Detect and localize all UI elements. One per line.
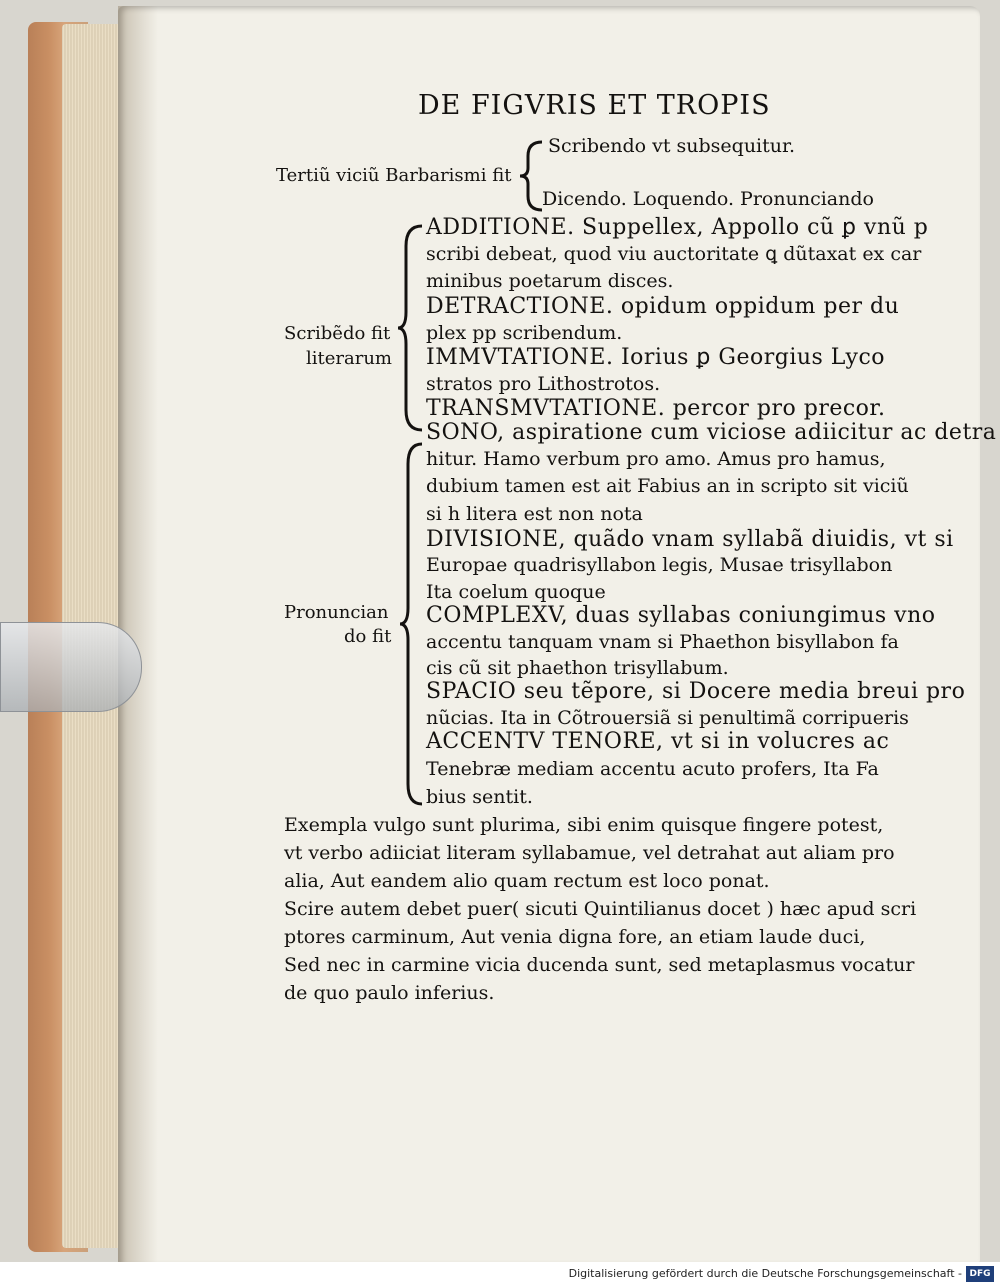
pronunciando-line: ACCENTV TENORE, vt si in volucres ac: [426, 729, 890, 754]
pronunciando-line: si h litera est non nota: [426, 503, 643, 525]
pronunciando-line: hitur. Hamo verbum pro amo. Amus pro hamus,: [426, 448, 886, 470]
pronunciando-line: Ita coelum quoque: [426, 581, 606, 603]
footer-credit: Digitalisierung gefördert durch die Deutsche Forschungsgemeinschaft -: [568, 1267, 962, 1280]
pronunciando-line: Europae quadrisyllabon legis, Musae trisyllabon: [426, 554, 893, 576]
closing-line: ptores carminum, Aut venia digna fore, an etiam laude duci,: [284, 926, 866, 948]
pronunciando-brace: [396, 440, 426, 808]
intro-branch-speaking: Dicendo. Loquendo. Pronunciando: [542, 188, 874, 210]
pronunciando-line: SONO, aspiratione cum viciose adiicitur ac detra: [426, 420, 997, 445]
intro-branch-writing: Scribendo vt subsequitur.: [548, 135, 796, 157]
pronunciando-line: COMPLEXV, duas syllabas coniungimus vno: [426, 603, 936, 628]
closing-line: de quo paulo inferius.: [284, 982, 495, 1004]
closing-line: Scire autem debet puer( sicuti Quintilianus docet ) hæc apud scri: [284, 898, 917, 920]
scribendo-line: stratos pro Lithostrotos.: [426, 373, 661, 395]
scribendo-brace: [394, 222, 426, 434]
closing-line: Exempla vulgo sunt plurima, sibi enim quisque fingere potest,: [284, 814, 884, 836]
pronunciando-line: SPACIO seu tẽpore, si Docere media breui pro: [426, 679, 966, 704]
scribendo-line: IMMVTATIONE. Iorius ꝑ Georgius Lyco: [426, 345, 886, 370]
scribendo-line: scribi debeat, quod viu auctoritate ꝗ dũtaxat ex car: [426, 243, 922, 265]
pronunciando-label-2: do fit: [344, 626, 392, 647]
scribendo-line: ADDITIONE. Suppellex, Appollo cũ ꝑ vnũ p: [426, 215, 929, 240]
dfg-logo: DFG: [966, 1266, 994, 1282]
pronunciando-label: Pronuncian: [284, 602, 389, 623]
page-holder-clip: [0, 622, 142, 712]
pronunciando-line: cis cũ sit phaethon trisyllabum.: [426, 657, 729, 679]
pronunciando-line: accentu tanquam vnam si Phaethon bisyllabon fa: [426, 631, 899, 653]
scribendo-line: TRANSMVTATIONE. percor pro precor.: [426, 396, 886, 421]
scribendo-label-2: literarum: [306, 348, 393, 369]
closing-line: Sed nec in carmine vicia ducenda sunt, sed metaplasmus vocatur: [284, 954, 915, 976]
scribendo-line: DETRACTIONE. opidum oppidum per du: [426, 294, 900, 319]
closing-line: alia, Aut eandem alio quam rectum est loco ponat.: [284, 870, 770, 892]
scribendo-line: plex pp scribendum.: [426, 322, 623, 344]
intro-label: Tertiũ viciũ Barbarismi fit: [276, 165, 512, 186]
pronunciando-line: bius sentit.: [426, 786, 533, 808]
pronunciando-line: nũcias. Ita in Cõtrouersiã si penultimã corripueris: [426, 707, 909, 729]
pronunciando-line: Tenebræ mediam accentu acuto profers, Ita Fa: [426, 758, 879, 780]
scribendo-label: Scribẽdo fit: [284, 323, 391, 344]
page-heading: DE FIGVRIS ET TROPIS: [418, 90, 771, 121]
closing-line: vt verbo adiiciat literam syllabamue, vel detrahat aut aliam pro: [284, 842, 895, 864]
pronunciando-line: DIVISIONE, quãdo vnam syllabã diuidis, vt si: [426, 527, 954, 552]
scribendo-line: minibus poetarum disces.: [426, 270, 674, 292]
pronunciando-line: dubium tamen est ait Fabius an in scripto sit viciũ: [426, 475, 909, 497]
footer-bar: [0, 1262, 1000, 1287]
